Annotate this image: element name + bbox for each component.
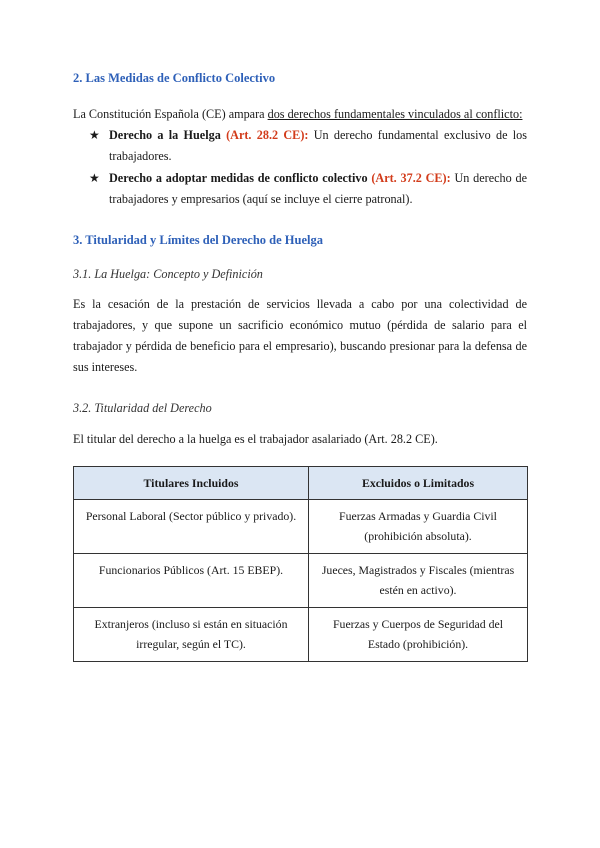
table-header-cell: Excluidos o Limitados	[309, 467, 528, 500]
titular-statement: El titular del derecho a la huelga es el trabajador asalariado (Art. 28.2 CE).	[73, 432, 438, 446]
bullet-title: Derecho a la Huelga	[109, 128, 221, 142]
huelga-definition: Es la cesación de la prestación de servicios llevada a cabo por una colectividad de trabajadores, y que supone un sacrificio económico mutuo (pérdida de salario para el trabajador y pérdida de beneficio para el empresario), buscando presionar para la defensa de sus intereses.	[73, 297, 527, 374]
table-row	[74, 608, 528, 662]
table-cell: Fuerzas Armadas y Guardia Civil (prohibición absoluta).	[309, 500, 528, 554]
table-cell: Personal Laboral (Sector público y privado).	[74, 500, 309, 554]
intro-text: La Constitución Española (CE) ampara	[73, 107, 268, 121]
subsection-3-1-heading: 3.1. La Huelga: Concepto y Definición	[73, 267, 263, 281]
table-cell: Funcionarios Públicos (Art. 15 EBEP).	[74, 554, 309, 608]
section-2-heading: 2. Las Medidas de Conflicto Colectivo	[73, 71, 276, 85]
section-3-heading: 3. Titularidad y Límites del Derecho de Huelga	[73, 233, 324, 247]
table-row	[74, 500, 528, 554]
subsection-3-2-heading: 3.2. Titularidad del Derecho	[73, 401, 212, 415]
table-cell: Jueces, Magistrados y Fiscales (mientras estén en activo).	[309, 554, 528, 608]
bullet-medidas-conflicto	[89, 168, 527, 210]
bullet-article-ref: (Art. 37.2 CE):	[371, 171, 451, 185]
bullet-text: Un derecho de trabajadores y empresarios (aquí se incluye el cierre patronal).	[109, 171, 528, 206]
intro-underlined-text: dos derechos fundamentales vinculados al conflicto:	[267, 107, 523, 121]
bullet-title: Derecho a adoptar medidas de conflicto colectivo	[109, 171, 368, 185]
star-bullet-icon: ★	[89, 171, 100, 185]
table-cell: Extranjeros (incluso si están en situación irregular, según el TC).	[74, 608, 309, 662]
bullet-article-ref: (Art. 28.2 CE):	[226, 128, 309, 142]
table-header-cell: Titulares Incluidos	[74, 467, 309, 500]
titularidad-table	[73, 466, 528, 662]
star-bullet-icon: ★	[89, 128, 100, 142]
bullet-derecho-huelga	[89, 125, 527, 167]
section-2-intro	[73, 104, 527, 125]
table-header-row	[74, 467, 528, 500]
bullet-text: Un derecho fundamental exclusivo de los trabajadores.	[109, 128, 528, 163]
table-row	[74, 554, 528, 608]
table-cell: Fuerzas y Cuerpos de Seguridad del Estado (prohibición).	[309, 608, 528, 662]
